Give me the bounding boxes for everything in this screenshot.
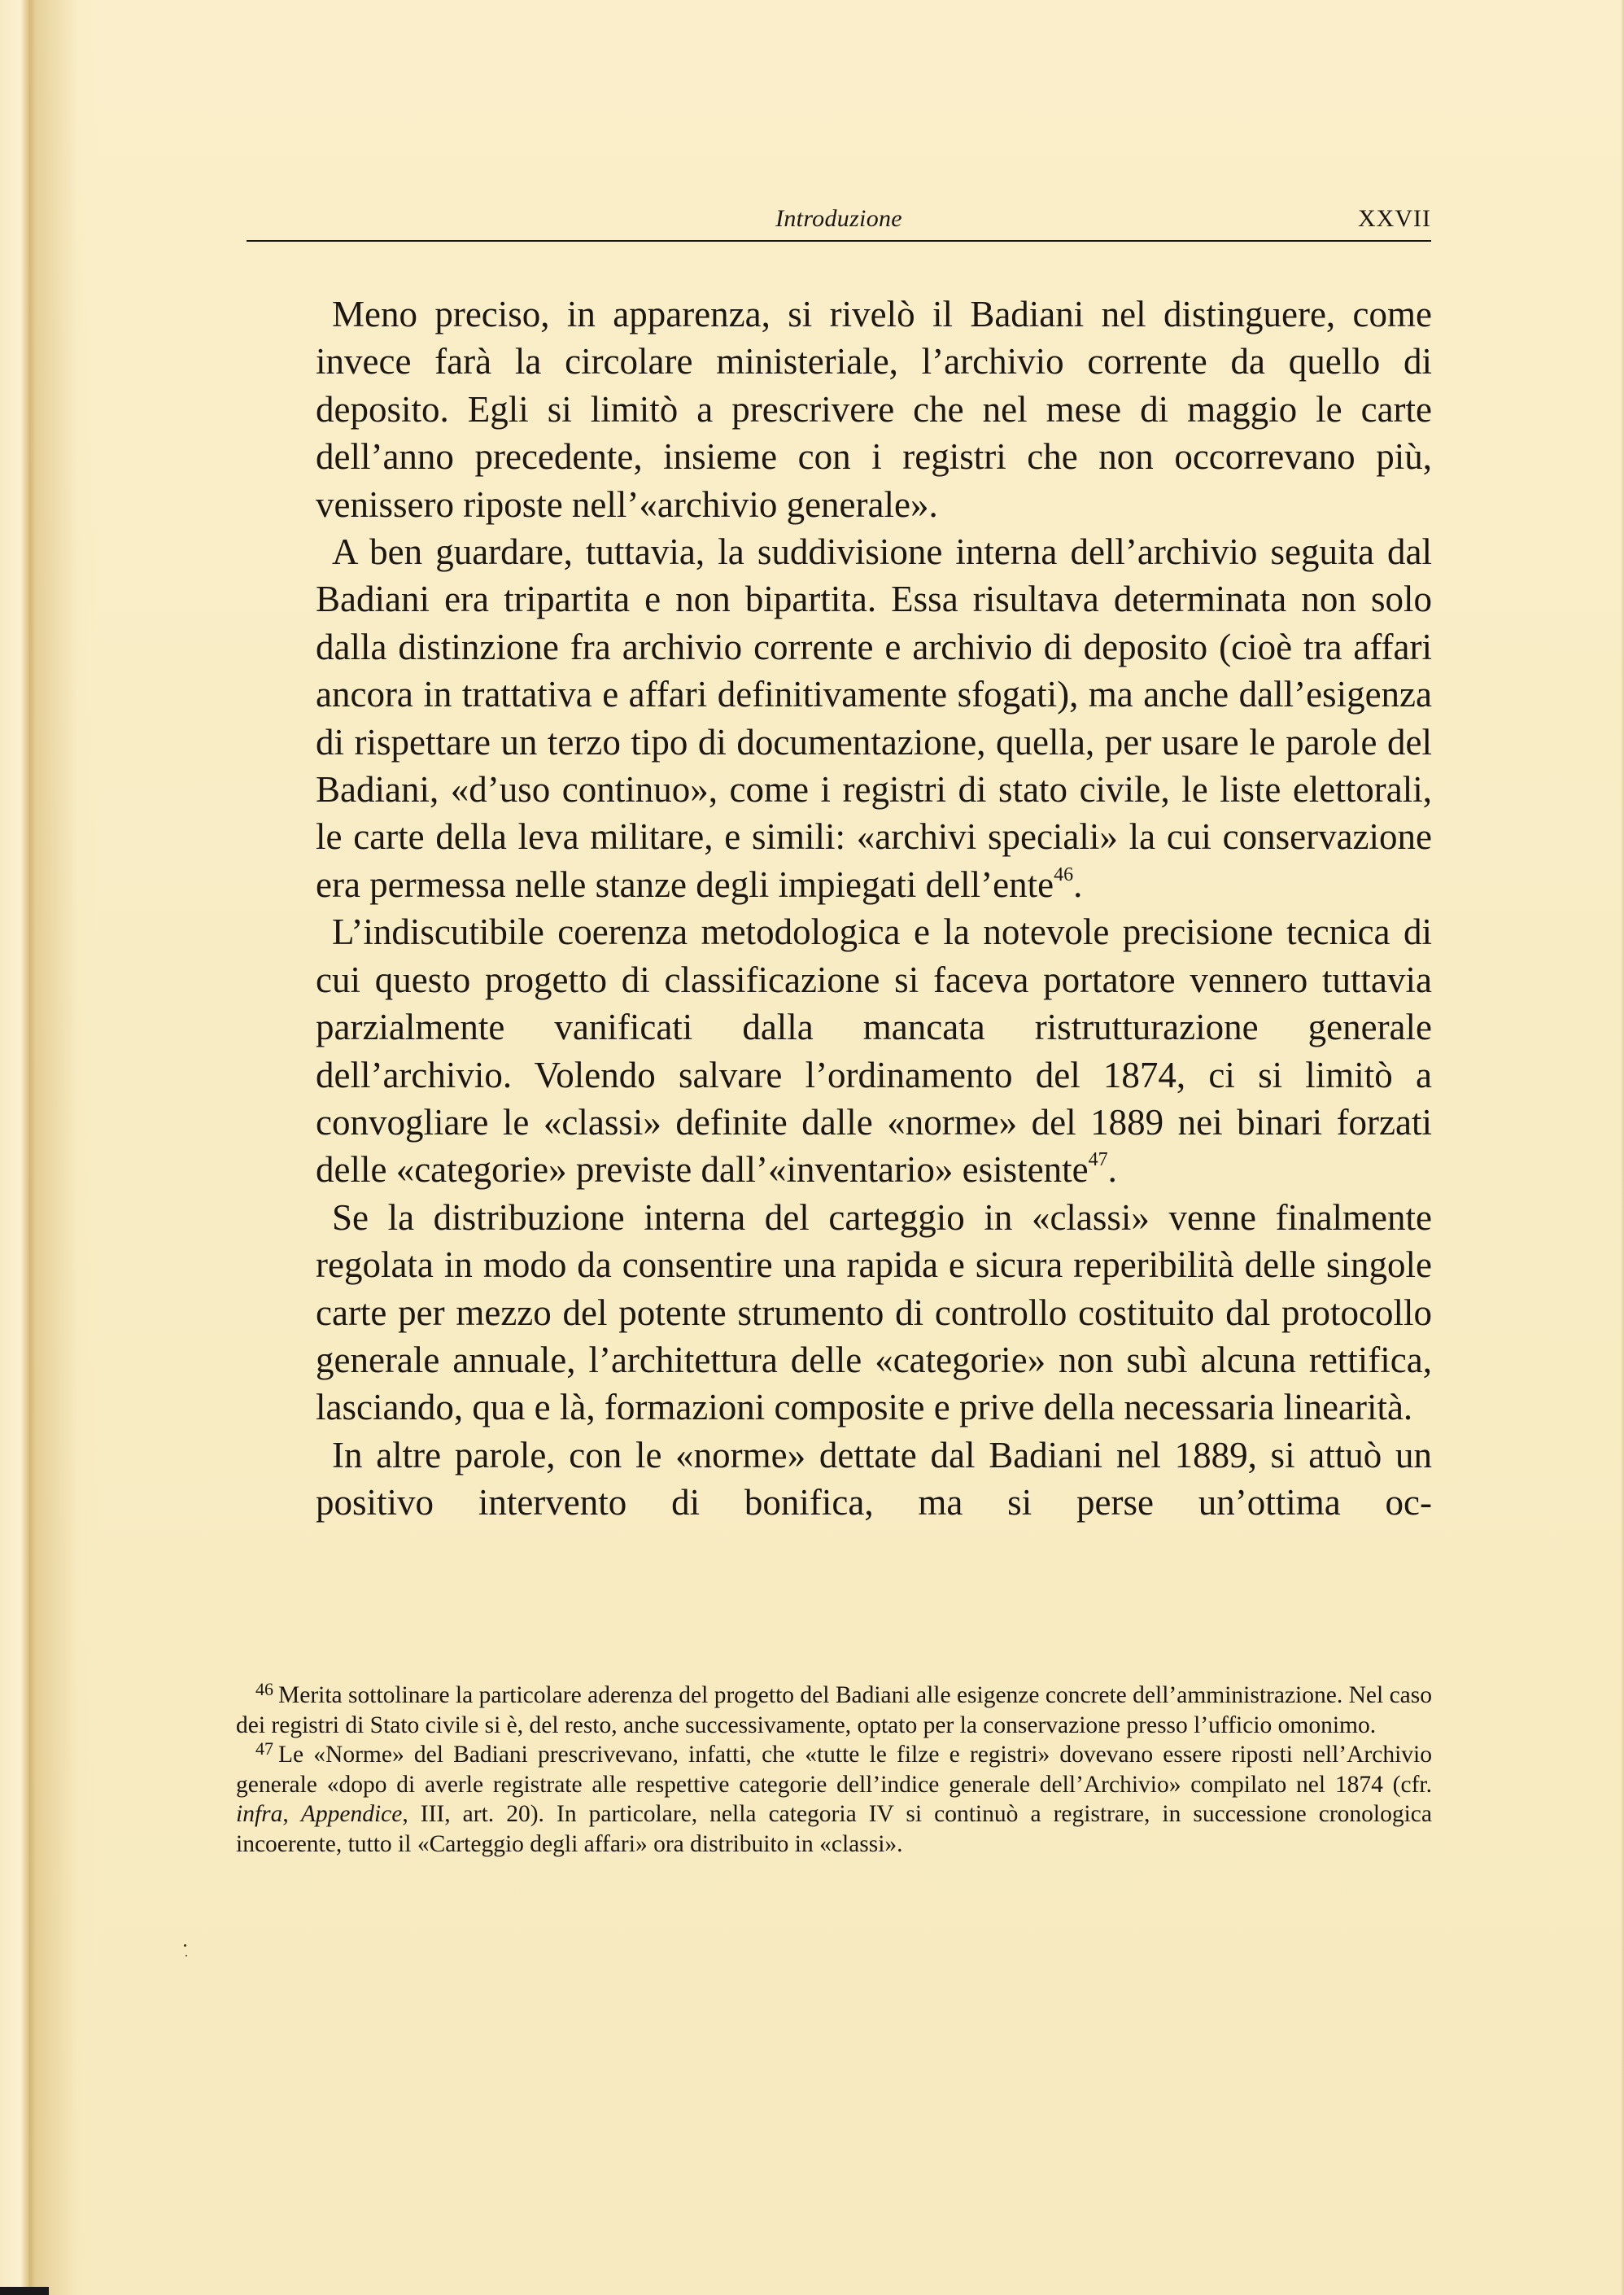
footnote <box>236 1681 1432 1740</box>
page-gutter-shadow <box>29 0 78 2295</box>
footnote-reference[interactable]: 46 <box>1054 863 1074 885</box>
footnote-text: Le «Norme» del Badiani prescrivevano, infatti, che «tutte le filze e registri» dovevano essere riposti nell’Archivio generale «dopo di averle registrate alle respettive categorie dell’indice generale dell’Archivio» compilato nel 1874 (cfr. <box>236 1742 1432 1798</box>
running-title: Introduzione <box>775 205 902 232</box>
paragraph-text: Se la distribuzione interna del carteggio in «classi» venne finalmente regolata in modo da consentire una rapida e sicura reperibilità delle singole carte per mezzo del potente strumento di controllo costituito dal protocollo generale annuale, l’architettura delle «categorie» non subì alcuna rettifica, lasciando, qua e là, formazioni composite e prive della necessaria linearità. <box>316 1196 1432 1428</box>
paragraph <box>316 908 1432 1193</box>
footnote-text: , III, art. 20). In particolare, nella categoria IV si continuò a registrare, in successione cronologica incoerente, tutto il «Carteggio degli affari» ora distribuito in «classi». <box>236 1801 1432 1857</box>
scan-bottom-edge <box>0 2287 49 2295</box>
footnote-italic-text: Appendice <box>300 1801 403 1828</box>
page-number: XXVII <box>1358 205 1431 232</box>
paragraph <box>316 1432 1432 1527</box>
header-rule <box>247 240 1431 242</box>
paragraph-text: Meno preciso, in apparenza, si rivelò il Badiani nel distinguere, come invece farà la circolare ministeriale, l’archivio corrente da quello di deposito. Egli si limitò a prescrivere che nel mese di maggio le carte dell’anno precedente, insieme con i registri che non occorrevano più, venissero riposte nell’«archivio generale». <box>316 294 1432 525</box>
page-gutter-edge <box>0 0 29 2295</box>
footnote-italic-text: infra <box>236 1801 283 1828</box>
paragraph-tail: . <box>1107 1149 1117 1191</box>
paragraph-text: In altre parole, con le «norme» dettate dal Badiani nel 1889, si attuò un positivo intervento di bonifica, ma si perse un’ottima oc- <box>316 1434 1432 1523</box>
paragraph <box>316 1194 1432 1432</box>
footnote <box>236 1740 1432 1859</box>
paper-speck <box>186 1955 187 1956</box>
footnotes <box>236 1681 1432 1860</box>
paragraph <box>316 291 1432 528</box>
paragraph <box>316 528 1432 908</box>
footnote-number: 47 <box>255 1738 273 1760</box>
running-head <box>247 202 1431 243</box>
paper-speck <box>184 1944 186 1947</box>
footnote-reference[interactable]: 47 <box>1088 1149 1108 1171</box>
footnote-text: Merita sottolinare la particolare aderenza del progetto del Badiani alle esigenze concrete dell’amministrazione. Nel caso dei registri di Stato civile si è, del resto, anche successivamente, optato per la conservazione presso l’ufficio omonimo. <box>236 1682 1432 1738</box>
page-right-edge <box>1621 0 1624 2295</box>
footnote-text: , <box>282 1801 301 1828</box>
paragraph-tail: . <box>1073 863 1083 905</box>
body-text <box>316 291 1432 1527</box>
paragraph-text: L’indiscutibile coerenza metodologica e la notevole precisione tecnica di cui questo progetto di classificazione si faceva portatore vennero tuttavia parzialmente vanificati dalla mancata ristrutturazione generale dell’archivio. Volendo salvare l’ordinamento del 1874, ci si limitò a convogliare le «classi» definite dalle «norme» del 1889 nei binari forzati delle «categorie» previste dall’«inventario» esistente <box>316 911 1432 1191</box>
paragraph-text: A ben guardare, tuttavia, la suddivisione interna dell’archivio seguita dal Badiani era tripartita e non bipartita. Essa risultava determinata non solo dalla distinzione fra archivio corrente e archivio di deposito (cioè tra affari ancora in trattativa e affari definitivamente sfogati), ma anche dall’esigenza di rispettare un terzo tipo di documentazione, quella, per usare le parole del Badiani, «d’uso continuo», come i registri di stato civile, le liste elettorali, le carte della leva militare, e simili: «archivi speciali» la cui conservazione era permessa nelle stanze degli impiegati dell’ente <box>316 531 1432 905</box>
footnote-number: 46 <box>255 1679 273 1699</box>
